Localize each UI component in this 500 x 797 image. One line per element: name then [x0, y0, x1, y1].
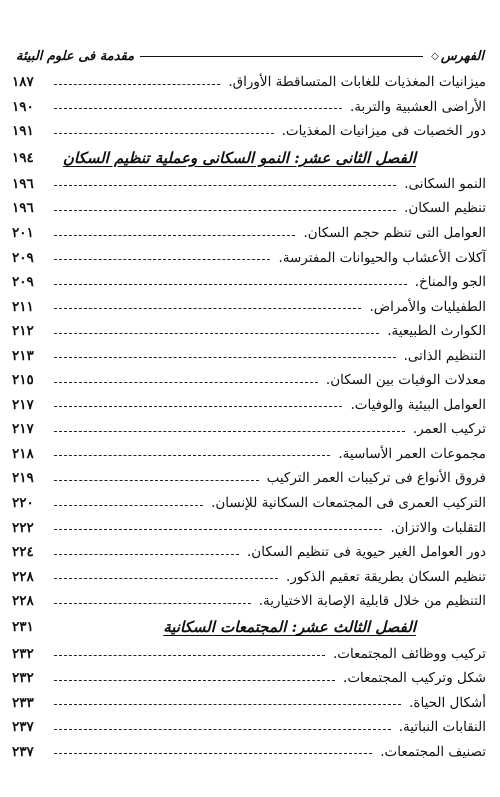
- page-number: ١٩٦: [12, 200, 34, 217]
- entry-title: تركيب ووظائف المجتمعات.: [332, 645, 486, 662]
- dot-leader: [54, 259, 270, 260]
- header-rule: [140, 56, 423, 57]
- chapter-title: الفصل الثالث عشر: المجتمعات السكانية: [163, 618, 416, 637]
- dot-leader: [54, 455, 330, 456]
- toc-entry: [12, 491, 486, 516]
- dot-leader: [54, 729, 391, 730]
- page-number: ٢٣٣: [12, 694, 34, 711]
- entry-title: التركيب العمرى فى المجتمعات السكانية للإنسان.: [211, 495, 486, 512]
- entry-title: تركيب العمر.: [412, 421, 486, 438]
- toc-entry: [12, 221, 486, 246]
- entry-title: آكلات الأعشاب والحيوانات المفترسة.: [278, 249, 486, 266]
- page-number: ٢١٧: [12, 421, 34, 438]
- header-book-title: مقدمة فى علوم البيئة: [16, 48, 135, 64]
- ornament-icon: ◇: [431, 50, 439, 62]
- page-number: ٢١٢: [12, 323, 34, 340]
- page-number: ٢٣٢: [12, 670, 34, 687]
- entry-title: التنظيم الذاتى.: [403, 347, 486, 364]
- toc-entry: [12, 368, 486, 393]
- dot-leader: [54, 406, 342, 407]
- toc-entry: [12, 540, 486, 565]
- toc-entry: [12, 393, 486, 418]
- toc-entry: [12, 95, 486, 120]
- dot-leader: [54, 382, 318, 383]
- toc-entry: [12, 172, 486, 197]
- dot-leader: [54, 108, 342, 109]
- entry-title: الجو والمناخ.: [414, 274, 486, 291]
- page-number: ٢٣٧: [12, 743, 34, 760]
- toc-entry: [12, 641, 486, 666]
- entry-title: الكوارث الطبيعية.: [387, 323, 486, 340]
- page-number: ٢١١: [12, 298, 34, 315]
- toc-entry: [12, 196, 486, 221]
- dot-leader: [54, 431, 405, 432]
- entry-title: الطفيليات والأمراض.: [369, 298, 486, 315]
- page-header: [16, 44, 484, 68]
- chapter-title: الفصل الثانى عشر: النمو السكانى وعملية تنظيم السكان: [62, 148, 416, 167]
- toc-entry: [12, 666, 486, 691]
- dot-leader: [54, 308, 361, 309]
- page-number: ٢٢٢: [12, 519, 34, 536]
- page-number: ٢٣٢: [12, 645, 34, 662]
- toc-entry: [12, 70, 486, 95]
- page-number: ١٩٠: [12, 98, 34, 115]
- toc-entry: [12, 691, 486, 716]
- page-number: ٢٢٠: [12, 495, 34, 512]
- dot-leader: [54, 505, 203, 506]
- dot-leader: [54, 529, 382, 530]
- page-number: ٢٢٨: [12, 593, 34, 610]
- page-number: ٢١٧: [12, 396, 34, 413]
- toc-entry: [12, 515, 486, 540]
- page-number: ٢٠٩: [12, 249, 34, 266]
- page-number: ٢١٥: [12, 372, 34, 389]
- page-number: ٢٢٨: [12, 568, 34, 585]
- dot-leader: [54, 603, 251, 604]
- dot-leader: [54, 480, 259, 481]
- chapter-heading: [12, 144, 486, 172]
- toc-entry: [12, 343, 486, 368]
- dot-leader: [54, 554, 239, 555]
- entry-title: العوامل التى تنظم حجم السكان.: [303, 225, 486, 241]
- entry-title: التقلبات والاتزان.: [390, 519, 486, 536]
- entry-title: تنظيم السكان.: [404, 200, 486, 217]
- entry-title: فروق الأنواع فى تركيبات العمر التركيب: [266, 470, 486, 487]
- toc-entry: [12, 589, 486, 614]
- page-number: ٢٢٤: [12, 544, 34, 561]
- page-number: ٢١٨: [12, 445, 34, 462]
- dot-leader: [54, 753, 372, 754]
- toc-entry: [12, 270, 486, 295]
- entry-title: النمو السكانى.: [404, 175, 486, 192]
- entry-title: التنظيم من خلال قابلية الإصابة الاختيارية.: [258, 593, 486, 610]
- toc-entry: [12, 245, 486, 270]
- toc-entry: [12, 319, 486, 344]
- toc-entry: [12, 715, 486, 740]
- entry-title: تنظيم السكان بطريقة تعقيم الذكور.: [286, 568, 486, 585]
- page-number: ١٩٤: [12, 149, 34, 166]
- dot-leader: [54, 284, 407, 285]
- header-title: الفهرس: [440, 48, 484, 64]
- page-number: ٢١٣: [12, 347, 34, 364]
- dot-leader: [54, 185, 396, 186]
- entry-title: معدلات الوفيات بين السكان.: [325, 372, 486, 389]
- dot-leader: [54, 680, 335, 681]
- toc-entry: [12, 740, 486, 765]
- page-number: ٢٠١: [12, 225, 34, 241]
- page-number: ١٨٧: [12, 74, 34, 91]
- entry-title: مجموعات العمر الأساسية.: [338, 445, 486, 462]
- dot-leader: [54, 133, 274, 134]
- chapter-heading: [12, 613, 486, 641]
- toc-entry: [12, 294, 486, 319]
- entry-title: الأراضى العشبية والتربة.: [349, 98, 486, 115]
- page-number: ٢١٩: [12, 470, 34, 487]
- toc-entry: [12, 119, 486, 144]
- entry-title: العوامل البيئية والوفيات.: [350, 396, 486, 413]
- toc-entry: [12, 564, 486, 589]
- entry-title: دور العوامل الغير حيوية فى تنظيم السكان.: [247, 544, 486, 561]
- dot-leader: [54, 210, 396, 211]
- entry-title: النقابات النباتية.: [398, 719, 486, 736]
- toc-entry: [12, 417, 486, 442]
- dot-leader: [54, 84, 220, 85]
- entry-title: ميزانيات المغذيات للغابات المتساقطة الأوراق.: [228, 74, 486, 91]
- page-number: ٢٣٧: [12, 719, 34, 736]
- page-number: ١٩١: [12, 123, 34, 140]
- page-number: ٢٣١: [12, 619, 34, 636]
- entry-title: أشكال الحياة.: [409, 694, 486, 711]
- dot-leader: [54, 235, 295, 236]
- dot-leader: [54, 655, 325, 656]
- toc-entry: [12, 466, 486, 491]
- toc-entry: [12, 442, 486, 467]
- table-of-contents: [12, 70, 486, 764]
- entry-title: شكل وتركيب المجتمعات.: [343, 670, 486, 687]
- dot-leader: [54, 357, 396, 358]
- entry-title: تصنيف المجتمعات.: [380, 743, 486, 760]
- page-number: ٢٠٩: [12, 274, 34, 291]
- page-number: ١٩٦: [12, 175, 34, 192]
- entry-title: دور الخصبات فى ميزانيات المغذيات.: [281, 123, 486, 140]
- dot-leader: [54, 333, 379, 334]
- dot-leader: [54, 704, 401, 705]
- dot-leader: [54, 578, 278, 579]
